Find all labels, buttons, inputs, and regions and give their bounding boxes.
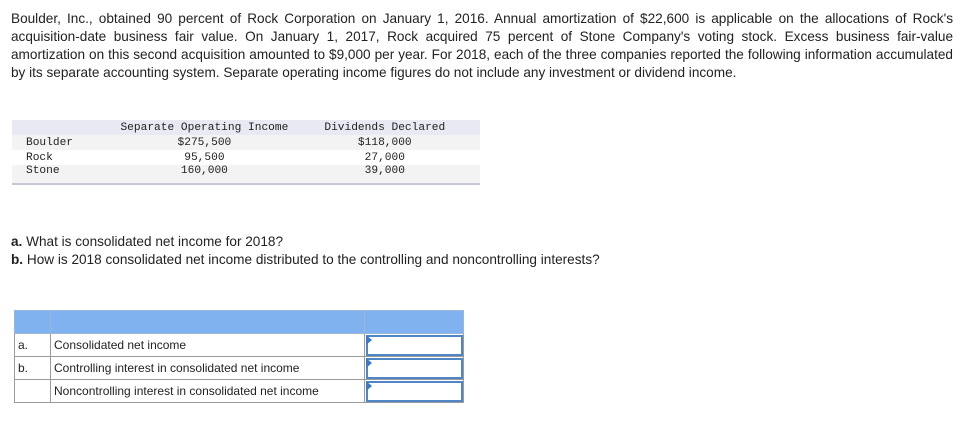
company-name: Rock [26, 151, 53, 164]
header-company [12, 120, 119, 135]
problem-intro: Boulder, Inc., obtained 90 percent of Rock Corporation on January 1, 2016. Annual amortization of $22,600 is applicable on the allocations of Rock's acquisition-date business fair value. On January 1, 2017, Rock acquired 75 percent of Stone Company's voting stock. Excess business fair-value amortization on this second acquisition amounted to $9,000 per year. For 2018, each of the three companies reported the following information accumulated by its separate accounting system. Separate operating income figures do not include any investment or dividend income. [11, 11, 953, 80]
company-name: Stone [12, 165, 119, 184]
header-dividends-declared: Dividends Declared [290, 120, 480, 135]
table-row [12, 135, 480, 150]
answer-table [14, 310, 464, 403]
flag-icon [366, 335, 372, 345]
header-separate-operating-income: Separate Operating Income [120, 121, 289, 134]
answer-row-letter: b. [15, 357, 51, 380]
answer-table-header [15, 311, 464, 334]
company-name: Boulder [12, 135, 119, 150]
answer-row-label: Consolidated net income [51, 334, 365, 357]
company-data-table [12, 120, 480, 185]
table-row [12, 165, 480, 184]
dividends-declared-value: $118,000 [290, 135, 480, 150]
answer-row [15, 334, 464, 357]
question-a [11, 233, 600, 251]
question-b-text: How is 2018 consolidated net income distributed to the controlling and noncontrolling interests? [26, 252, 600, 267]
consolidated-net-income-input[interactable] [366, 335, 463, 356]
answer-row-letter [15, 380, 51, 403]
question-a-text: What is consolidated net income for 2018? [26, 234, 284, 249]
question-a-letter: a. [11, 234, 23, 249]
separate-operating-income-value: $275,500 [119, 135, 289, 150]
separate-operating-income-value: 160,000 [119, 165, 289, 184]
question-b [11, 251, 600, 269]
answer-row-label: Noncontrolling interest in consolidated net income [51, 380, 365, 403]
dividends-declared-value: 27,000 [364, 151, 405, 164]
data-table-header [12, 120, 480, 135]
answer-row-letter: a. [15, 334, 51, 357]
noncontrolling-interest-input[interactable] [366, 381, 463, 402]
answer-row [15, 357, 464, 380]
questions-block [11, 233, 600, 269]
answer-row-label: Controlling interest in consolidated net income [51, 357, 365, 380]
flag-icon [366, 358, 372, 368]
dividends-declared-value: 39,000 [290, 165, 480, 184]
separate-operating-income-value: 95,500 [184, 151, 225, 164]
question-b-letter: b. [11, 252, 24, 267]
flag-icon [366, 381, 372, 391]
answer-row [15, 380, 464, 403]
table-row [12, 150, 480, 165]
controlling-interest-input[interactable] [366, 358, 463, 379]
